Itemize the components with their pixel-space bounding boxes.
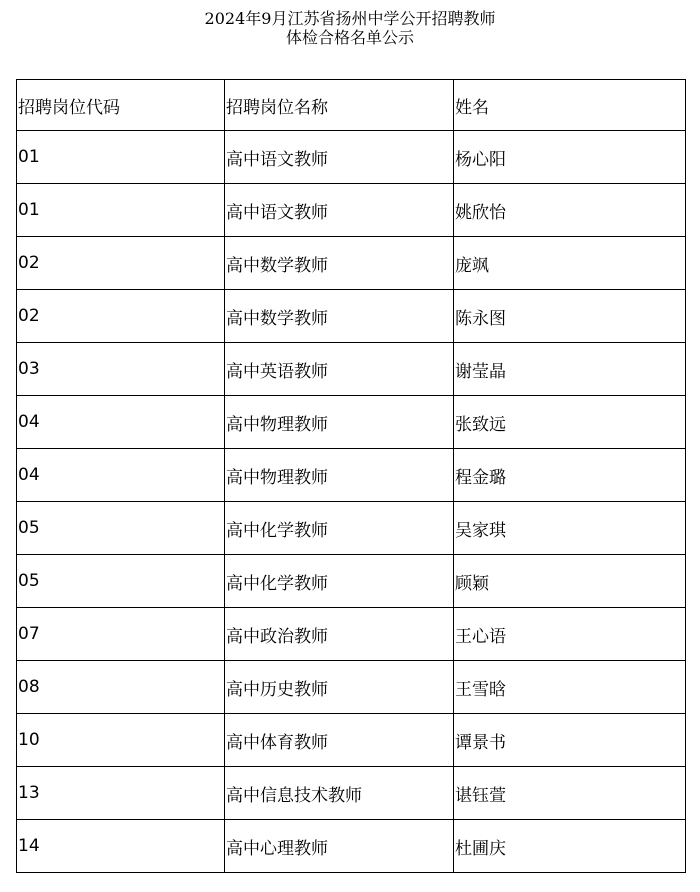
- table-row: [17, 608, 686, 661]
- cell-person-name: 吴家琪: [454, 502, 686, 555]
- cell-position-name: 高中信息技术教师: [225, 767, 454, 820]
- cell-position-name: 高中物理教师: [225, 396, 454, 449]
- table-row: [17, 714, 686, 767]
- cell-person-name: 张致远: [454, 396, 686, 449]
- cell-person-name: 王心语: [454, 608, 686, 661]
- table-row: [17, 661, 686, 714]
- table-row: [17, 290, 686, 343]
- cell-position-code: 14: [17, 820, 225, 873]
- table-row: [17, 502, 686, 555]
- title-line-1: 2024年9月江苏省扬州中学公开招聘教师: [204, 9, 496, 28]
- table-row: [17, 555, 686, 608]
- cell-position-code: 05: [17, 502, 225, 555]
- cell-position-name: 高中化学教师: [225, 555, 454, 608]
- table-row: [17, 820, 686, 873]
- cell-position-name: 高中历史教师: [225, 661, 454, 714]
- header-person-name: 姓名: [454, 80, 686, 131]
- cell-position-name: 高中数学教师: [225, 237, 454, 290]
- cell-person-name: 杨心阳: [454, 131, 686, 184]
- cell-position-name: 高中物理教师: [225, 449, 454, 502]
- table-row: [17, 343, 686, 396]
- cell-position-name: 高中语文教师: [225, 131, 454, 184]
- cell-position-name: 高中体育教师: [225, 714, 454, 767]
- roster-table: [16, 79, 686, 873]
- cell-position-code: 10: [17, 714, 225, 767]
- title-line-2: 体检合格名单公示: [285, 28, 414, 47]
- cell-person-name: 谌钰萱: [454, 767, 686, 820]
- cell-person-name: 杜圃庆: [454, 820, 686, 873]
- cell-position-name: 高中语文教师: [225, 184, 454, 237]
- table-row: [17, 767, 686, 820]
- cell-person-name: 程金璐: [454, 449, 686, 502]
- cell-position-code: 03: [17, 343, 225, 396]
- cell-person-name: 谢莹晶: [454, 343, 686, 396]
- table-row: [17, 449, 686, 502]
- cell-position-code: 01: [17, 184, 225, 237]
- page-title: [0, 9, 700, 47]
- cell-position-name: 高中心理教师: [225, 820, 454, 873]
- table-row: [17, 396, 686, 449]
- cell-person-name: 庞飒: [454, 237, 686, 290]
- header-position-code: 招聘岗位代码: [17, 80, 225, 131]
- cell-position-name: 高中政治教师: [225, 608, 454, 661]
- cell-position-name: 高中英语教师: [225, 343, 454, 396]
- table-row: [17, 237, 686, 290]
- cell-person-name: 王雪晗: [454, 661, 686, 714]
- cell-position-code: 07: [17, 608, 225, 661]
- cell-position-code: 05: [17, 555, 225, 608]
- cell-position-name: 高中化学教师: [225, 502, 454, 555]
- cell-person-name: 陈永图: [454, 290, 686, 343]
- header-position-name: 招聘岗位名称: [225, 80, 454, 131]
- cell-position-code: 04: [17, 396, 225, 449]
- cell-position-code: 01: [17, 131, 225, 184]
- table-row: [17, 184, 686, 237]
- cell-position-code: 13: [17, 767, 225, 820]
- cell-position-code: 08: [17, 661, 225, 714]
- table-header: [17, 80, 686, 131]
- table-body: [17, 131, 686, 873]
- header-row: [17, 80, 686, 131]
- cell-position-code: 02: [17, 290, 225, 343]
- cell-position-code: 04: [17, 449, 225, 502]
- cell-person-name: 姚欣怡: [454, 184, 686, 237]
- cell-position-code: 02: [17, 237, 225, 290]
- table-row: [17, 131, 686, 184]
- cell-person-name: 谭景书: [454, 714, 686, 767]
- cell-person-name: 顾颖: [454, 555, 686, 608]
- cell-position-name: 高中数学教师: [225, 290, 454, 343]
